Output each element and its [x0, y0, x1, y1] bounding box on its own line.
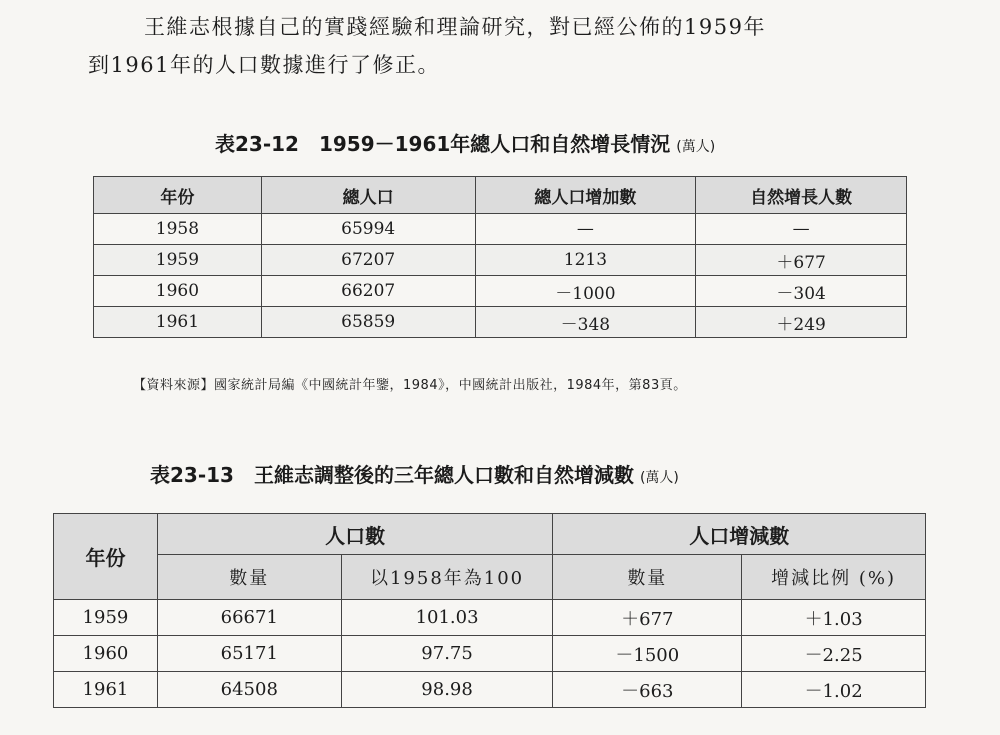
t1-header-increase: 總人口增加數	[475, 177, 696, 214]
t2-sub-header: 數量	[553, 555, 742, 600]
t1-header-total: 總人口	[261, 177, 475, 214]
table-row	[54, 672, 926, 708]
intro-paragraph	[88, 8, 968, 84]
t1-cell: ＋677	[696, 245, 907, 276]
t1-cell: －348	[475, 307, 696, 338]
table2-sub-header-row	[54, 555, 926, 600]
table1-caption	[215, 128, 715, 157]
t1-cell: 1961	[94, 307, 262, 338]
table1-title: 表23-12 1959－1961年總人口和自然增長情況	[215, 132, 671, 156]
t2-cell: 1959	[54, 600, 158, 636]
table-row	[94, 276, 907, 307]
table2-caption	[150, 459, 679, 488]
t2-cell: 66671	[157, 600, 341, 636]
table2-group-header-row	[54, 514, 926, 555]
t2-cell: 64508	[157, 672, 341, 708]
t2-cell: 65171	[157, 636, 341, 672]
t2-cell: 1961	[54, 672, 158, 708]
t1-cell: 67207	[261, 245, 475, 276]
t2-header-year: 年份	[54, 514, 158, 600]
table2-unit: (萬人)	[639, 470, 679, 486]
t1-cell: —	[696, 214, 907, 245]
t2-header-population: 人口數	[157, 514, 553, 555]
adjusted-population-table	[53, 513, 926, 708]
t1-cell: 65994	[261, 214, 475, 245]
t2-cell: －663	[553, 672, 742, 708]
source-note: 【資料來源】國家統計局編《中國統計年鑒，1984》，中國統計出版社，1984年，第83頁。	[133, 378, 687, 393]
t2-cell: 1960	[54, 636, 158, 672]
t2-cell: ＋1.03	[742, 600, 926, 636]
t1-cell: 1960	[94, 276, 262, 307]
t1-cell: 1958	[94, 214, 262, 245]
table-row	[54, 600, 926, 636]
t1-cell: 1959	[94, 245, 262, 276]
t1-cell: ＋249	[696, 307, 907, 338]
table-row	[54, 636, 926, 672]
table-row	[94, 245, 907, 276]
table-row	[94, 307, 907, 338]
t2-header-change: 人口增減數	[553, 514, 926, 555]
population-table-1959-1961	[93, 176, 907, 338]
t2-cell: －1.02	[742, 672, 926, 708]
t1-header-year: 年份	[94, 177, 262, 214]
table1-header-row	[94, 177, 907, 214]
t2-sub-header: 數量	[157, 555, 341, 600]
table1-unit: (萬人)	[676, 139, 716, 155]
t1-cell: —	[475, 214, 696, 245]
t1-cell: 1213	[475, 245, 696, 276]
t1-header-natural: 自然增長人數	[696, 177, 907, 214]
t2-cell: －1500	[553, 636, 742, 672]
t2-cell: 101.03	[341, 600, 553, 636]
intro-line-1: 王維志根據自己的實踐經驗和理論研究，對已經公佈的1959年	[144, 15, 766, 39]
t1-cell: －1000	[475, 276, 696, 307]
t2-sub-header: 以1958年為100	[341, 555, 553, 600]
table2-title: 表23-13 王維志調整後的三年總人口數和自然增減數	[150, 463, 634, 487]
t2-cell: ＋677	[553, 600, 742, 636]
t1-cell: －304	[696, 276, 907, 307]
t2-cell: 97.75	[341, 636, 553, 672]
table-row	[94, 214, 907, 245]
t1-cell: 66207	[261, 276, 475, 307]
t1-cell: 65859	[261, 307, 475, 338]
intro-line-2: 到1961年的人口數據進行了修正。	[88, 53, 440, 77]
t2-sub-header: 增減比例 (%)	[742, 555, 926, 600]
t2-cell: 98.98	[341, 672, 553, 708]
t2-cell: －2.25	[742, 636, 926, 672]
